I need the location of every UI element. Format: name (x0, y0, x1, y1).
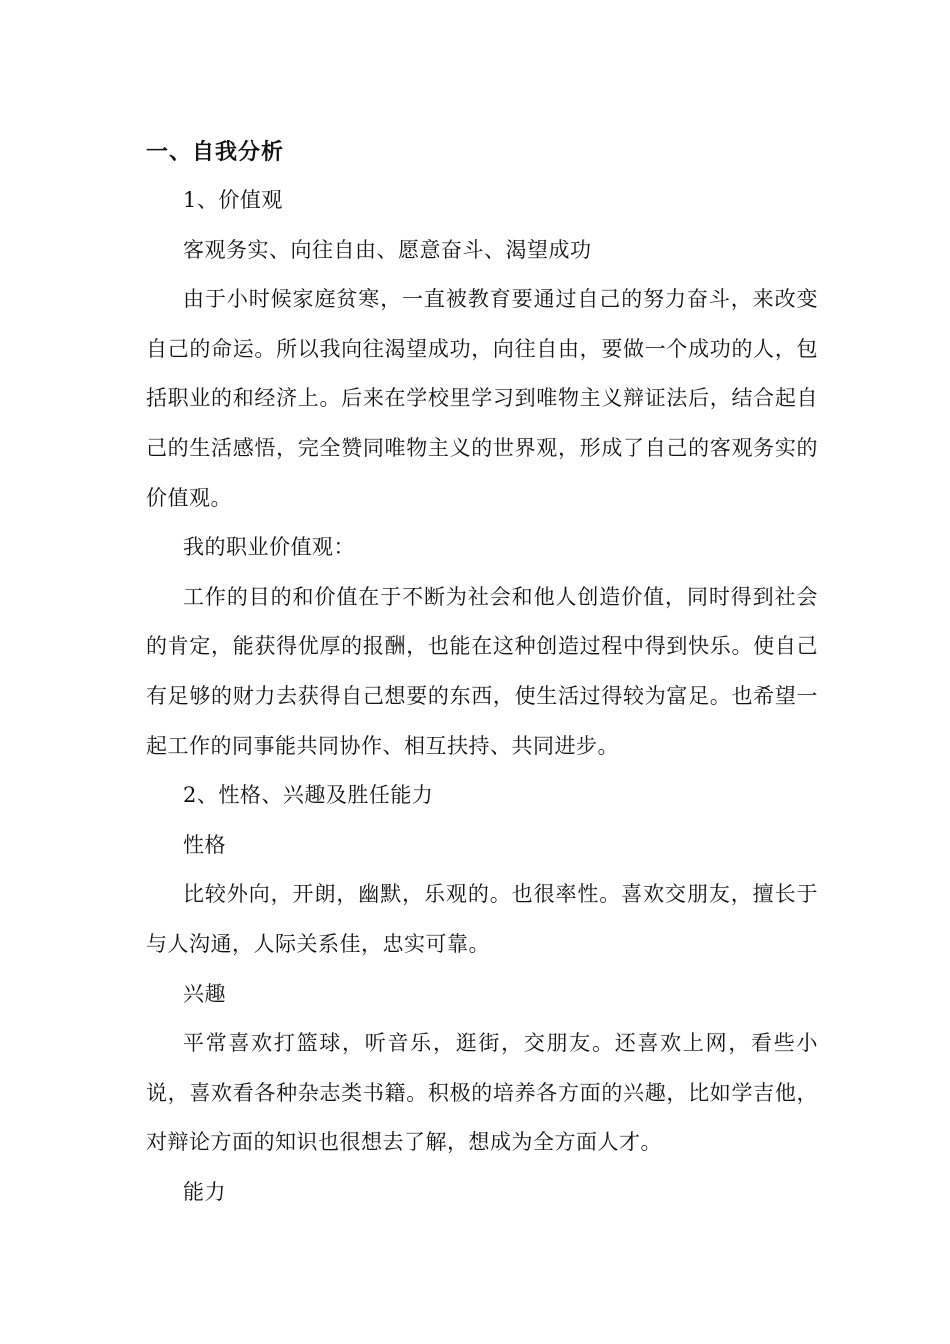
personality-label: 性格 (183, 832, 226, 857)
section-title: 一、自我分析 (146, 139, 285, 165)
values-summary: 客观务实、向往自由、愿意奋斗、渴望成功 (183, 237, 592, 262)
interests-paragraph: 平常喜欢打篮球，听音乐，逛街，交朋友。还喜欢上网，看些小说，喜欢看各种杂志类书籍。积极的培养各方面的兴趣，比如学吉他，对辩论方面的知识也很想去了解，想成为全方面人才。 (146, 1031, 818, 1155)
values-paragraph: 由于小时候家庭贫寒，一直被教育要通过自己的努力奋斗，来改变自己的命运。所以我向往渴望成功，向往自由，要做一个成功的人，包括职业的和经济上。后来在学校里学习到唯物主义辩证法后，结合起自己的生活感悟，完全赞同唯物主义的世界观，形成了自己的客观务实的价值观。 (146, 287, 818, 510)
subheading-values: 1、价值观 (183, 188, 283, 212)
ability-label: 能力 (183, 1179, 226, 1204)
subheading-personality: 2、性格、兴趣及胜任能力 (183, 783, 434, 808)
career-values-paragraph: 工作的目的和价值在于不断为社会和他人创造价值，同时得到社会的肯定，能获得优厚的报酬，也能在这种创造过程中得到快乐。使自己有足够的财力去获得自己想要的东西，使生活过得较为富足。也希望一起工作的同事能共同协作、相互扶持、共同进步。 (146, 584, 818, 758)
document-body (146, 128, 818, 1217)
career-values-label: 我的职业价值观： (183, 535, 355, 560)
interests-label: 兴趣 (183, 981, 226, 1006)
personality-paragraph: 比较外向，开朗，幽默，乐观的。也很率性。喜欢交朋友，擅长于与人沟通，人际关系佳，忠实可靠。 (146, 882, 818, 956)
